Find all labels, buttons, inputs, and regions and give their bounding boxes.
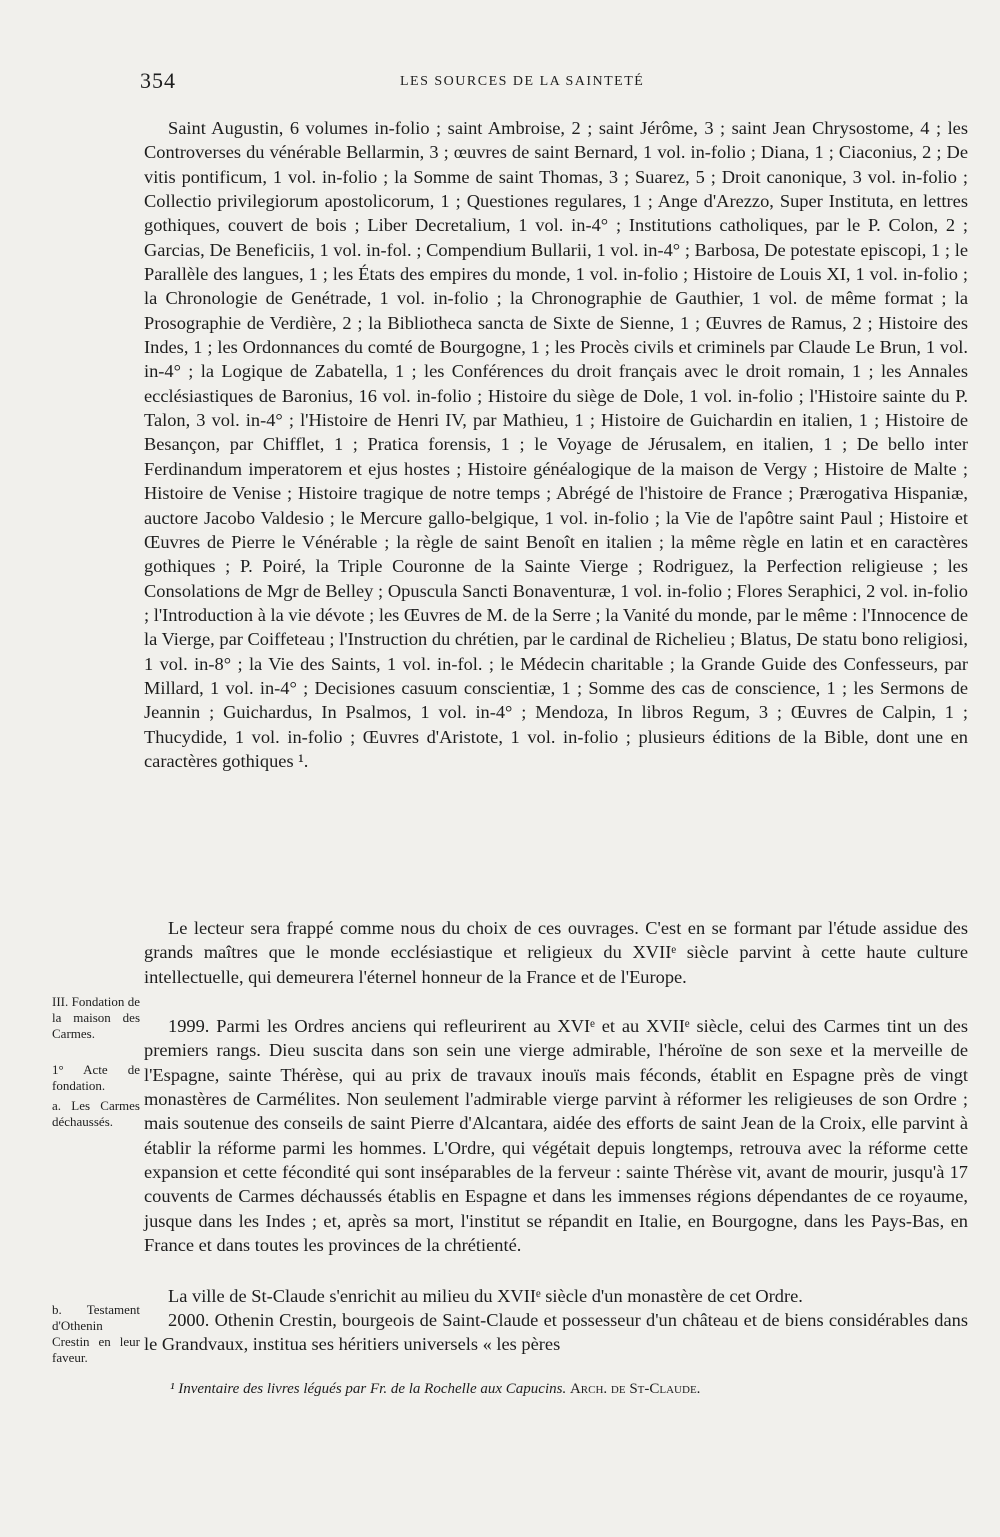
- main-text: [144, 116, 968, 1358]
- paragraph-commentary: Le lecteur sera frappé comme nous du choix de ces ouvrages. C'est en se formant par l'étude assidue des grands maîtres que le monde ecclésiastique et religieux du XVIIᵉ siècle parvint à cette haute culture intellectuelle, qui demeurera l'éternel honneur de la France et de l'Europe.: [144, 918, 968, 987]
- footnote: [170, 1379, 970, 1399]
- paragraph-book-list: Saint Augustin, 6 volumes in-folio ; saint Ambroise, 2 ; saint Jérôme, 3 ; saint Jean Chrysostome, 4 ; les Controverses du vénérable Bellarmin, 3 ; œuvres de saint Bernard, 1 vol. in-folio ; Diana, 1 ; Ciaconius, 2 ; De vitis pontificum, 1 vol. in-folio ; la Somme de saint Thomas, 3 ; Suarez, 5 ; Droit canonique, 3 vol. in-folio ; Collectio privilegiorum apostolicorum, 1 ; Questiones regulares, 1 ; Ange d'Arezzo, Super Instituta, en lettres gothiques, couvert de bois ; Liber Decretalium, 1 vol. in-4° ; Institutions catholiques, par le P. Colon, 2 ; Garcias, De Beneficiis, 1 vol. in-fol. ; Compendium Bullarii, 1 vol. in-4° ; Barbosa, De potestate episcopi, 1 ; le Parallèle des langues, 1 ; les États des empires du monde, 1 vol. in-folio ; Histoire de Louis XI, 1 vol. in-folio ; la Chronologie de Genétrade, 1 vol. in-folio ; la Chronographie de Gauthier, 1 vol. de même format ; la Prosographie de Verdière, 2 ; la Bibliotheca sancta de Sixte de Sienne, 1 ; Œuvres de Ramus, 2 ; Histoire des Indes, 1 ; les Ordonnances du comté de Bourgogne, 1 ; les Procès civils et criminels par Claude Le Brun, 1 vol. in-4° ; la Logique de Zabatella, 1 ; les Conférences du droit français avec le droit romain, 1 ; les Annales ecclésiastiques de Baronius, 16 vol. in-folio ; Histoire du siège de Dole, 1 vol. in-folio ; l'Histoire sainte du P. Talon, 3 vol. in-4° ; l'Histoire de Henri IV, par Mathieu, 1 ; Histoire de Guichardin en italien, 1 ; Histoire de Besançon, par Chifflet, 1 ; Pratica forensis, 1 ; le Voyage de Jérusalem, en italien, 1 ; De bello inter Ferdinandum imperatorem et ejus hostes ; Histoire généalogique de la maison de Vergy ; Histoire de Malte ; Histoire de Venise ; Histoire tragique de notre temps ; Abrégé de l'histoire de France ; Prærogativa Hispaniæ, auctore Jacobo Valdesio ; le Mercure gallo-belgique, 1 vol. in-folio ; la Vie de l'apôtre saint Paul ; Histoire et Œuvres de Pierre le Vénérable ; la règle de saint Benoît en italien ; la même règle en latin et en caractères gothiques ; P. Poiré, la Triple Couronne de la Sainte Vierge ; Rodriguez, la Perfection religieuse ; les Consolations de Mgr de Belley ; Opuscula Sancti Bonaventuræ, 1 vol. in-folio ; Flores Seraphici, 2 vol. in-folio ; l'Introduction à la vie dévote ; les Œuvres de M. de la Serre ; la Vanité du monde, par le même : l'Innocence de la Vierge, par Coiffeteau ; l'Instruction du chrétien, par le cardinal de Richelieu ; Blatus, De statu bono religiosi, 1 vol. in-8° ; la Vie des Saints, 1 vol. in-fol. ; le Médecin charitable ; la Grande Guide des Confesseurs, par Millard, 1 vol. in-4° ; Decisiones casuum conscientiæ, 1 ; Somme des cas de conscience, 1 ; les Sermons de Jeannin ; Guichardus, In Psalmos, 1 vol. in-4° ; Mendoza, In libros Regum, 3 ; Œuvres de Calpin, 1 ; Thucydide, 1 vol. in-folio ; Œuvres d'Aristote, 1 vol. in-folio ; plusieurs éditions de la Bible, dont une en caractères gothiques ¹.: [144, 118, 968, 771]
- footnote-source: Arch. de St-Claude.: [569, 1381, 701, 1397]
- footnote-text: ¹ Inventaire des livres légués par Fr. de la Rochelle aux Capucins.: [170, 1381, 567, 1397]
- paragraph-2000: 2000. Othenin Crestin, bourgeois de Saint-Claude et possesseur d'un château et de biens considérables dans le Grandvaux, institua ses héritiers universels « les pères: [144, 1310, 968, 1355]
- margin-note: a. Les Carmes déchaussés.: [52, 1098, 140, 1129]
- margin-note-acte: [52, 1062, 140, 1094]
- paragraph-st-claude: La ville de St-Claude s'enrichit au milieu du XVIIᵉ siècle d'un monastère de cet Ordre.: [168, 1286, 803, 1306]
- paragraph-1999: 1999. Parmi les Ordres anciens qui refleurirent au XVIᵉ et au XVIIᵉ siècle, celui des Carmes tint un des premiers rangs. Dieu suscita dans son sein une vierge admirable, l'héroïne de son sexe et la merveille de l'Espagne, sainte Thérèse, qui au prix de travaux inouïs mais féconds, établit en Espagne près de vingt monastères de Carmélites. Non seulement l'admirable vierge parvint à réformer les religieuses de son Ordre ; mais soutenue des conseils de saint Pierre d'Alcantara, aidée des efforts de saint Jean de la Croix, elle parvint à établir la réforme parmi les hommes. L'Ordre, qui végétait depuis longtemps, retrouva avec la réforme cette expansion et cette fécondité qui sont inséparables de la ferveur : sainte Thérèse vit, avant de mourir, jusqu'à 17 couvents de Carmes déchaussés établis en Espagne et dans les immenses régions dépendantes de ce royaume, jusque dans les Indes ; et, après sa mort, l'institut se répandit en Italie, en Bourgogne, dans les Pays-Bas, en France et dans toutes les provinces de la chrétienté.: [144, 1016, 968, 1256]
- page-number: 354: [140, 68, 176, 93]
- margin-note: III. Fondation de la maison des Carmes.: [52, 994, 140, 1041]
- margin-note: 1° Acte de fondation.: [52, 1062, 140, 1093]
- page-header: [140, 68, 970, 98]
- running-title: LES SOURCES DE LA SAINTETÉ: [400, 74, 645, 89]
- margin-note-testament: [52, 1302, 140, 1366]
- margin-note-carmes: [52, 1098, 140, 1130]
- margin-note-fondation: [52, 994, 140, 1042]
- margin-note: b. Testament d'Othenin Crestin en leur faveur.: [52, 1302, 140, 1365]
